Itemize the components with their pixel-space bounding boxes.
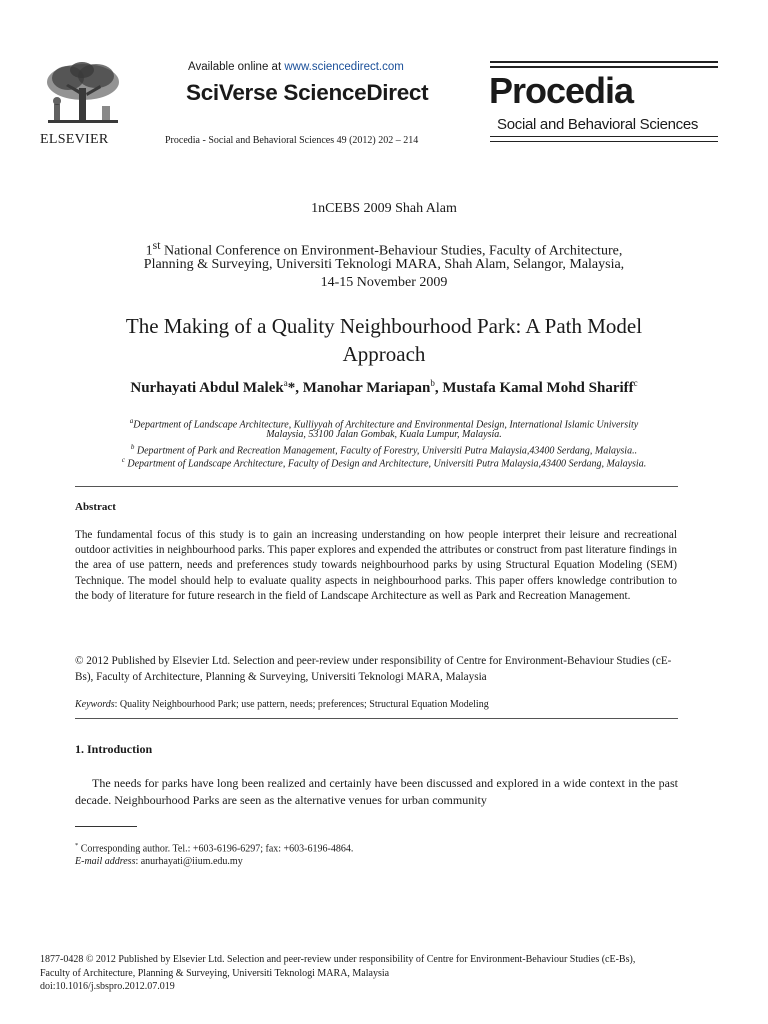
keywords — [75, 699, 695, 710]
copyright-notice: © 2012 Published by Elsevier Ltd. Selection and peer-review under responsibility of Centre for Environment-Behaviour Studies (cE-Bs), Faculty of Architecture, Planning & Surveying, Universiti Teknologi MARA, Malaysia — [75, 655, 672, 683]
author-list — [60, 378, 708, 397]
affiliation-a-line-2: Malaysia, 53100 Jalan Gombak, Kuala Lumpur, Malaysia. — [266, 429, 502, 440]
paper-title-line-2: Approach — [342, 342, 426, 366]
email-label: E-mail address — [75, 856, 136, 867]
affiliation-a-line-1: Department of Landscape Architecture, Kulliyyah of Architecture and Environmental Design, International Islamic University — [133, 419, 639, 431]
email-address[interactable]: : anurhayati@iium.edu.my — [135, 856, 243, 867]
affiliation-c-sup: c — [121, 456, 125, 464]
footnote-corresponding — [75, 842, 353, 854]
available-online — [188, 61, 404, 73]
author-name: Mustafa Kamal Mohd Shariff — [442, 380, 634, 396]
affiliation-c — [60, 454, 708, 471]
conference-ordinal-sup: st — [152, 239, 161, 252]
conference-ordinal: 1 — [145, 243, 153, 259]
author-name: Manohar Mariapan — [302, 380, 431, 396]
affiliation-a-sup: a — [129, 417, 134, 425]
author-sup: b — [430, 378, 435, 388]
author-name: Nurhayati Abdul Malek — [130, 380, 284, 396]
sciencedirect-link[interactable]: www.sciencedirect.com — [284, 61, 404, 73]
paper-title — [60, 312, 708, 368]
affiliation-b-text: Department of Park and Recreation Management, Faculty of Forestry, Universiti Putra Malaysia,43400 Serdang, Malaysia.. — [134, 445, 638, 457]
author-sep: *, — [287, 380, 303, 396]
abstract-body: The fundamental focus of this study is to gain an increasing understanding on how people interpret their leisure and recreational outdoor activities in neighbourhood parks. This paper explores and expended the attributes or construct from past literature findings in the area of use pattern, needs and preferences study towards neighbourhood parks by using Structural Equation Modeling (SEM) Technique. The model should help to evaluate quality aspects in neighbourhood parks. This paper offers knowledge contribution to the body of literature for future research in the field of Landscape Architecture as well as Park and Recreation Management. — [75, 529, 677, 602]
introduction-body: The needs for parks have long been realized and certainly have been discussed and explored in a wide context in the past decade. Neighbourhood Parks are seen as the alternative venues for urban community — [75, 776, 678, 807]
paper-title-line-1: The Making of a Quality Neighbourhood Park: A Path Model — [125, 314, 643, 338]
abstract-bottom-rule — [75, 718, 678, 719]
journal-reference: Procedia - Social and Behavioral Sciences 49 (2012) 202 – 214 — [165, 135, 419, 146]
footer-line-1: 1877-0428 © 2012 Published by Elsevier Ltd. Selection and peer-review under responsibility of Centre for Environment-Behaviour Studies (cE-Bs), — [40, 954, 636, 965]
elsevier-wordmark: ELSEVIER — [40, 132, 109, 147]
conference-id: 1nCEBS 2009 Shah Alam — [311, 201, 457, 216]
procedia-logo: Procedia — [489, 70, 634, 111]
procedia-bottom-rule — [490, 136, 718, 137]
footnote-rule — [75, 826, 137, 827]
author-sup: c — [633, 378, 638, 388]
conference-line-3: 14-15 November 2009 — [320, 275, 448, 290]
conference-line-2: Planning & Surveying, Universiti Teknologi MARA, Shah Alam, Selangor, Malaysia, — [143, 257, 625, 272]
abstract-top-rule — [75, 486, 678, 487]
author-sep: , — [434, 380, 443, 396]
abstract-heading: Abstract — [75, 501, 116, 513]
procedia-top-rule-2 — [490, 66, 718, 68]
procedia-subtitle: Social and Behavioral Sciences — [497, 116, 699, 133]
keywords-label: Keywords — [75, 699, 115, 710]
page-footer — [40, 953, 730, 994]
conference-line-1-text: National Conference on Environment-Behaviour Studies, Faculty of Architecture, — [160, 243, 623, 259]
footnote-email — [75, 856, 243, 867]
introduction-heading: 1. Introduction — [75, 742, 153, 756]
procedia-bottom-rule-2 — [490, 141, 718, 142]
footer-line-2: Faculty of Architecture, Planning & Surveying, Universiti Teknologi MARA, Malaysia — [40, 967, 390, 979]
affiliation-c-text: Department of Landscape Architecture, Faculty of Design and Architecture, Universiti Putra Malaysia,43400 Serdang, Malaysia. — [124, 458, 647, 470]
available-online-prefix: Available online at — [188, 61, 285, 73]
footnote-marker: * — [75, 842, 79, 849]
author-sup: a — [283, 378, 288, 388]
affiliation-b-sup: b — [130, 443, 135, 451]
footnote-contact: Corresponding author. Tel.: +603-6196-6297; fax: +603-6196-4864. — [78, 843, 354, 855]
keywords-list: : Quality Neighbourhood Park; use pattern, needs; preferences; Structural Equation Modeling — [114, 699, 489, 710]
sciverse-logo: SciVerse ScienceDirect — [186, 80, 429, 105]
footer-doi[interactable]: doi:10.1016/j.sbspro.2012.07.019 — [40, 981, 175, 992]
procedia-top-rule — [490, 61, 718, 63]
